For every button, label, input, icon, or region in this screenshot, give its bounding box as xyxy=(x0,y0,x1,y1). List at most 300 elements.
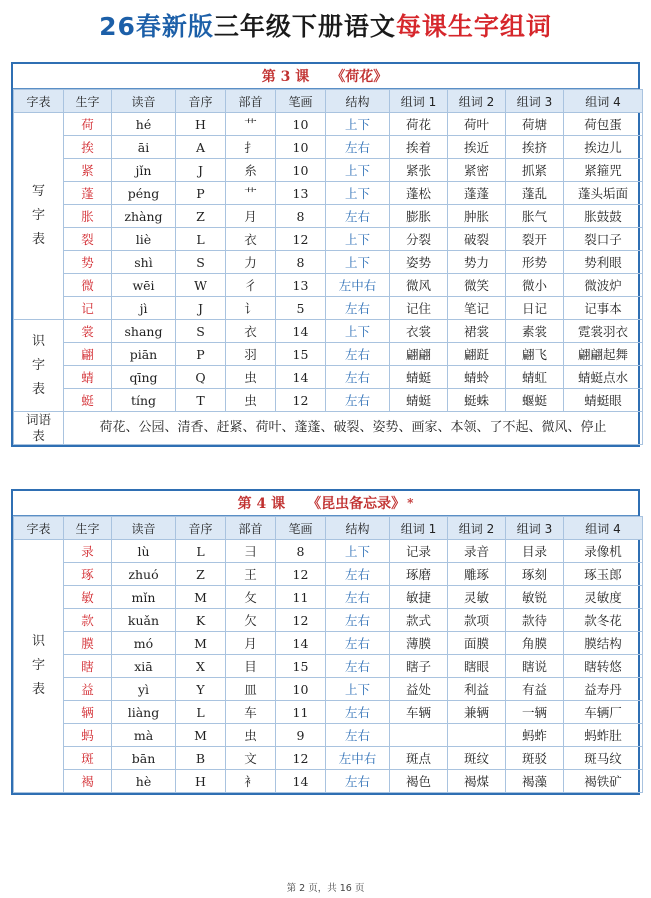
column-header: 部首 xyxy=(226,90,276,113)
cell-struct: 左右 xyxy=(326,389,390,412)
cell-radical: 月 xyxy=(226,632,276,655)
cell-initial: M xyxy=(176,724,226,747)
cell-strokes: 11 xyxy=(276,586,326,609)
cell-struct: 左右 xyxy=(326,136,390,159)
cell-word1: 益处 xyxy=(390,678,448,701)
cell-initial: L xyxy=(176,228,226,251)
cell-word2: 裙裳 xyxy=(448,320,506,343)
cell-word4: 翩翩起舞 xyxy=(564,343,643,366)
cell-word4: 势利眼 xyxy=(564,251,643,274)
cell-word1: 款式 xyxy=(390,609,448,632)
cell-strokes: 13 xyxy=(276,274,326,297)
cell-struct: 上下 xyxy=(326,113,390,136)
cell-char: 荷 xyxy=(64,113,112,136)
cell-pinyin: wēi xyxy=(112,274,176,297)
cell-struct: 左右 xyxy=(326,297,390,320)
cell-struct: 左右 xyxy=(326,701,390,724)
vocabulary-label-part: 词语 xyxy=(25,412,51,427)
cell-strokes: 10 xyxy=(276,678,326,701)
cell-pinyin: liàng xyxy=(112,701,176,724)
table-row xyxy=(14,389,643,412)
cell-word4: 荷包蛋 xyxy=(564,113,643,136)
cell-word3: 敏锐 xyxy=(506,586,564,609)
column-header: 笔画 xyxy=(276,90,326,113)
cell-radical: 虫 xyxy=(226,724,276,747)
group-label-char: 字 xyxy=(31,208,45,223)
cell-word4: 蓬头垢面 xyxy=(564,182,643,205)
cell-word3: 形势 xyxy=(506,251,564,274)
cell-initial: J xyxy=(176,297,226,320)
cell-word2: 笔记 xyxy=(448,297,506,320)
cell-char: 蜻 xyxy=(64,366,112,389)
cell-pinyin: mǐn xyxy=(112,586,176,609)
page-title-part1: 26春新版 xyxy=(99,12,214,41)
cell-struct: 上下 xyxy=(326,540,390,563)
group-label-char: 字 xyxy=(31,357,45,373)
table-row xyxy=(14,366,643,389)
cell-word4: 益寿丹 xyxy=(564,678,643,701)
table-row xyxy=(14,586,643,609)
cell-initial: K xyxy=(176,609,226,632)
cell-initial: W xyxy=(176,274,226,297)
column-header: 生字 xyxy=(64,90,112,113)
cell-strokes: 14 xyxy=(276,366,326,389)
cell-struct: 左右 xyxy=(326,563,390,586)
cell-word4: 胀鼓鼓 xyxy=(564,205,643,228)
cell-word2: 瞎眼 xyxy=(448,655,506,678)
group-label-char: 识 xyxy=(31,634,45,649)
vocabulary-label-part: 表 xyxy=(32,428,45,443)
column-header: 组词 3 xyxy=(506,517,564,540)
cell-pinyin: mó xyxy=(112,632,176,655)
cell-strokes: 12 xyxy=(276,389,326,412)
cell-word2: 挨近 xyxy=(448,136,506,159)
column-header: 组词 3 xyxy=(506,90,564,113)
cell-word2: 蓬蓬 xyxy=(448,182,506,205)
cell-strokes: 10 xyxy=(276,113,326,136)
cell-pinyin: yì xyxy=(112,678,176,701)
cell-char: 翩 xyxy=(64,343,112,366)
cell-word2: 斑纹 xyxy=(448,747,506,770)
cell-initial: L xyxy=(176,540,226,563)
lesson-title xyxy=(13,491,638,516)
cell-pinyin: xiā xyxy=(112,655,176,678)
cell-word2: 褐煤 xyxy=(448,770,506,793)
cell-radical: 艹 xyxy=(226,182,276,205)
cell-char: 瞎 xyxy=(64,655,112,678)
cell-word4: 记事本 xyxy=(564,297,643,320)
cell-word1: 翩翩 xyxy=(390,343,448,366)
cell-word4: 蜻蜓眼 xyxy=(564,389,643,412)
cell-initial: L xyxy=(176,701,226,724)
cell-word2 xyxy=(448,724,506,747)
cell-word2: 灵敏 xyxy=(448,586,506,609)
cell-word1: 敏捷 xyxy=(390,586,448,609)
cell-word3: 蓬乱 xyxy=(506,182,564,205)
cell-word2: 势力 xyxy=(448,251,506,274)
column-header: 组词 2 xyxy=(448,90,506,113)
group-label xyxy=(14,113,64,320)
lesson-name: 《昆虫备忘录》 xyxy=(307,496,406,512)
cell-struct: 左右 xyxy=(326,205,390,228)
cell-radical: 艹 xyxy=(226,113,276,136)
cell-pinyin: mà xyxy=(112,724,176,747)
cell-radical: 力 xyxy=(226,251,276,274)
cell-pinyin: lù xyxy=(112,540,176,563)
column-header: 组词 1 xyxy=(390,90,448,113)
cell-word4: 灵敏度 xyxy=(564,586,643,609)
cell-initial: M xyxy=(176,632,226,655)
column-header: 结构 xyxy=(326,517,390,540)
cell-word4: 车辆厂 xyxy=(564,701,643,724)
cell-word4: 斑马纹 xyxy=(564,747,643,770)
cell-char: 褐 xyxy=(64,770,112,793)
cell-word2: 雕琢 xyxy=(448,563,506,586)
cell-word1: 蓬松 xyxy=(390,182,448,205)
cell-radical: 彳 xyxy=(226,274,276,297)
cell-radical: 虫 xyxy=(226,366,276,389)
cell-word3: 斑驳 xyxy=(506,747,564,770)
cell-word3: 一辆 xyxy=(506,701,564,724)
cell-word3: 瞎说 xyxy=(506,655,564,678)
cell-word3: 胀气 xyxy=(506,205,564,228)
cell-word1: 微风 xyxy=(390,274,448,297)
cell-struct: 上下 xyxy=(326,678,390,701)
cell-radical: 羽 xyxy=(226,343,276,366)
cell-initial: H xyxy=(176,113,226,136)
cell-strokes: 14 xyxy=(276,632,326,655)
cell-char: 蚂 xyxy=(64,724,112,747)
column-header: 生字 xyxy=(64,517,112,540)
cell-word1: 挨着 xyxy=(390,136,448,159)
cell-word3: 款待 xyxy=(506,609,564,632)
cell-struct: 左右 xyxy=(326,655,390,678)
table-row xyxy=(14,632,643,655)
cell-strokes: 14 xyxy=(276,320,326,343)
cell-strokes: 12 xyxy=(276,609,326,632)
table-row xyxy=(14,205,643,228)
cell-word3: 角膜 xyxy=(506,632,564,655)
cell-struct: 左右 xyxy=(326,724,390,747)
page-title xyxy=(0,0,651,50)
cell-word1: 分裂 xyxy=(390,228,448,251)
cell-word1: 衣裳 xyxy=(390,320,448,343)
cell-struct: 上下 xyxy=(326,159,390,182)
cell-strokes: 8 xyxy=(276,251,326,274)
cell-struct: 上下 xyxy=(326,228,390,251)
cell-word1: 瞎子 xyxy=(390,655,448,678)
cell-word1: 褐色 xyxy=(390,770,448,793)
cell-strokes: 14 xyxy=(276,770,326,793)
table-row xyxy=(14,724,643,747)
cell-word2: 兼辆 xyxy=(448,701,506,724)
cell-char: 益 xyxy=(64,678,112,701)
column-header: 组词 4 xyxy=(564,517,643,540)
table-row xyxy=(14,563,643,586)
cell-word1: 琢磨 xyxy=(390,563,448,586)
cell-initial: S xyxy=(176,320,226,343)
cell-word4: 款冬花 xyxy=(564,609,643,632)
cell-word2: 微笑 xyxy=(448,274,506,297)
group-label-char: 写 xyxy=(31,184,45,199)
cell-strokes: 15 xyxy=(276,655,326,678)
cell-word2: 蜻蛉 xyxy=(448,366,506,389)
cell-initial: B xyxy=(176,747,226,770)
lesson-4-table xyxy=(11,489,640,795)
cell-struct: 左中右 xyxy=(326,747,390,770)
cell-pinyin: hé xyxy=(112,113,176,136)
cell-pinyin: péng xyxy=(112,182,176,205)
table-row xyxy=(14,228,643,251)
cell-word1: 车辆 xyxy=(390,701,448,724)
cell-word3: 抓紧 xyxy=(506,159,564,182)
cell-char: 蜓 xyxy=(64,389,112,412)
column-header: 组词 1 xyxy=(390,517,448,540)
cell-radical: 衣 xyxy=(226,320,276,343)
cell-char: 势 xyxy=(64,251,112,274)
cell-char: 辆 xyxy=(64,701,112,724)
cell-char: 斑 xyxy=(64,747,112,770)
cell-pinyin: bān xyxy=(112,747,176,770)
cell-word3: 蝘蜓 xyxy=(506,389,564,412)
cell-strokes: 12 xyxy=(276,228,326,251)
cell-word3: 目录 xyxy=(506,540,564,563)
cell-pinyin: tíng xyxy=(112,389,176,412)
cell-word4: 蚂蚱肚 xyxy=(564,724,643,747)
cell-word1: 荷花 xyxy=(390,113,448,136)
cell-struct: 左右 xyxy=(326,366,390,389)
cell-strokes: 11 xyxy=(276,701,326,724)
table-row xyxy=(14,136,643,159)
table-row xyxy=(14,274,643,297)
column-header: 音序 xyxy=(176,90,226,113)
group-label-char: 识 xyxy=(31,333,45,349)
cell-word1: 记录 xyxy=(390,540,448,563)
cell-char: 紧 xyxy=(64,159,112,182)
cell-strokes: 5 xyxy=(276,297,326,320)
cell-struct: 上下 xyxy=(326,320,390,343)
lesson-number: 第 3 课 xyxy=(261,69,310,85)
cell-word3: 日记 xyxy=(506,297,564,320)
cell-pinyin: qīng xyxy=(112,366,176,389)
table-row xyxy=(14,343,643,366)
cell-char: 裂 xyxy=(64,228,112,251)
table-row xyxy=(14,770,643,793)
table-row xyxy=(14,655,643,678)
table-row xyxy=(14,297,643,320)
cell-pinyin: zhuó xyxy=(112,563,176,586)
cell-char: 膜 xyxy=(64,632,112,655)
cell-word2: 翩跹 xyxy=(448,343,506,366)
cell-struct: 左右 xyxy=(326,343,390,366)
cell-word2: 紧密 xyxy=(448,159,506,182)
vocabulary-list: 荷花、公园、清香、赶紧、荷叶、蓬蓬、破裂、姿势、画家、本领、了不起、微风、停止 xyxy=(64,412,643,445)
group-label xyxy=(14,320,64,412)
lesson-title xyxy=(13,64,638,89)
cell-radical: 衤 xyxy=(226,770,276,793)
lesson-name: 《荷花》 xyxy=(331,69,388,85)
cell-radical: 月 xyxy=(226,205,276,228)
cell-char: 录 xyxy=(64,540,112,563)
cell-word1: 膨胀 xyxy=(390,205,448,228)
cell-word3: 裂开 xyxy=(506,228,564,251)
cell-strokes: 12 xyxy=(276,747,326,770)
cell-radical: 糸 xyxy=(226,159,276,182)
table-row xyxy=(14,159,643,182)
cell-struct: 上下 xyxy=(326,182,390,205)
group-label-char: 字 xyxy=(31,658,45,673)
column-header: 读音 xyxy=(112,90,176,113)
cell-word4: 褐铁矿 xyxy=(564,770,643,793)
cell-word1: 薄膜 xyxy=(390,632,448,655)
cell-word3: 蜻虹 xyxy=(506,366,564,389)
cell-strokes: 13 xyxy=(276,182,326,205)
column-header: 组词 4 xyxy=(564,90,643,113)
table-row xyxy=(14,609,643,632)
cell-struct: 左右 xyxy=(326,770,390,793)
cell-word3: 素裳 xyxy=(506,320,564,343)
cell-radical: 文 xyxy=(226,747,276,770)
cell-word1: 记住 xyxy=(390,297,448,320)
cell-word3: 有益 xyxy=(506,678,564,701)
cell-strokes: 8 xyxy=(276,205,326,228)
cell-word4: 膜结构 xyxy=(564,632,643,655)
cell-pinyin: piān xyxy=(112,343,176,366)
group-label-char: 表 xyxy=(31,232,45,247)
column-header: 读音 xyxy=(112,517,176,540)
cell-word4: 微波炉 xyxy=(564,274,643,297)
cell-word4: 霓裳羽衣 xyxy=(564,320,643,343)
cell-strokes: 10 xyxy=(276,136,326,159)
cell-pinyin: liè xyxy=(112,228,176,251)
cell-word4: 录像机 xyxy=(564,540,643,563)
lesson-3-table xyxy=(11,62,640,447)
cell-strokes: 10 xyxy=(276,159,326,182)
cell-word3: 翩飞 xyxy=(506,343,564,366)
cell-word3: 褐藻 xyxy=(506,770,564,793)
cell-word3: 荷塘 xyxy=(506,113,564,136)
cell-initial: H xyxy=(176,770,226,793)
cell-word1: 斑点 xyxy=(390,747,448,770)
cell-pinyin: shang xyxy=(112,320,176,343)
cell-initial: T xyxy=(176,389,226,412)
cell-char: 裳 xyxy=(64,320,112,343)
group-label-char: 表 xyxy=(31,381,45,397)
cell-pinyin: jì xyxy=(112,297,176,320)
page-footer: 第 2 页，共 16 页 xyxy=(286,883,365,894)
cell-pinyin: shì xyxy=(112,251,176,274)
cell-word2: 录音 xyxy=(448,540,506,563)
column-header: 部首 xyxy=(226,517,276,540)
cell-word4: 挨边儿 xyxy=(564,136,643,159)
cell-initial: P xyxy=(176,182,226,205)
cell-word3: 琢刻 xyxy=(506,563,564,586)
cell-word1: 蜻蜓 xyxy=(390,389,448,412)
table-row xyxy=(14,251,643,274)
cell-word2: 肿胀 xyxy=(448,205,506,228)
page-title-part2: 三年级下册语文 xyxy=(213,12,396,41)
cell-radical: 车 xyxy=(226,701,276,724)
cell-word2: 破裂 xyxy=(448,228,506,251)
table-row xyxy=(14,678,643,701)
cell-initial: J xyxy=(176,159,226,182)
cell-word3: 微小 xyxy=(506,274,564,297)
cell-word2: 面膜 xyxy=(448,632,506,655)
cell-radical: 彐 xyxy=(226,540,276,563)
cell-radical: 目 xyxy=(226,655,276,678)
cell-char: 敏 xyxy=(64,586,112,609)
cell-initial: Q xyxy=(176,366,226,389)
cell-char: 记 xyxy=(64,297,112,320)
cell-radical: 衣 xyxy=(226,228,276,251)
cell-word4: 蜻蜓点水 xyxy=(564,366,643,389)
cell-initial: M xyxy=(176,586,226,609)
column-header: 字表 xyxy=(14,517,64,540)
cell-word4: 瞎转悠 xyxy=(564,655,643,678)
cell-char: 挨 xyxy=(64,136,112,159)
cell-radical: 欠 xyxy=(226,609,276,632)
cell-initial: X xyxy=(176,655,226,678)
cell-initial: Z xyxy=(176,205,226,228)
cell-word4: 琢玉郎 xyxy=(564,563,643,586)
vocabulary-row xyxy=(14,412,643,445)
cell-pinyin: zhàng xyxy=(112,205,176,228)
table-row xyxy=(14,701,643,724)
cell-word2: 利益 xyxy=(448,678,506,701)
cell-word3: 挨挤 xyxy=(506,136,564,159)
cell-strokes: 9 xyxy=(276,724,326,747)
cell-pinyin: jǐn xyxy=(112,159,176,182)
cell-struct: 上下 xyxy=(326,251,390,274)
column-header: 笔画 xyxy=(276,517,326,540)
cell-initial: Y xyxy=(176,678,226,701)
cell-word1: 蜻蜓 xyxy=(390,366,448,389)
cell-word1: 姿势 xyxy=(390,251,448,274)
cell-word4: 裂口子 xyxy=(564,228,643,251)
cell-char: 胀 xyxy=(64,205,112,228)
character-table xyxy=(13,89,643,445)
cell-initial: Z xyxy=(176,563,226,586)
cell-radical: 王 xyxy=(226,563,276,586)
cell-word2: 款项 xyxy=(448,609,506,632)
column-header: 音序 xyxy=(176,517,226,540)
cell-struct: 左右 xyxy=(326,586,390,609)
cell-word4: 紧箍咒 xyxy=(564,159,643,182)
lesson-number: 第 4 课 xyxy=(237,496,286,512)
column-header: 字表 xyxy=(14,90,64,113)
group-label-char: 表 xyxy=(31,682,45,697)
cell-pinyin: kuǎn xyxy=(112,609,176,632)
page-title-part3: 每课生字组词 xyxy=(395,12,552,41)
cell-pinyin: āi xyxy=(112,136,176,159)
cell-char: 微 xyxy=(64,274,112,297)
column-header: 组词 2 xyxy=(448,517,506,540)
cell-char: 款 xyxy=(64,609,112,632)
cell-char: 琢 xyxy=(64,563,112,586)
cell-strokes: 15 xyxy=(276,343,326,366)
cell-radical: 攵 xyxy=(226,586,276,609)
cell-pinyin: hè xyxy=(112,770,176,793)
cell-initial: P xyxy=(176,343,226,366)
table-row xyxy=(14,182,643,205)
cell-word1: 紧张 xyxy=(390,159,448,182)
table-row xyxy=(14,113,643,136)
group-label xyxy=(14,540,64,793)
table-row xyxy=(14,320,643,343)
cell-radical: 皿 xyxy=(226,678,276,701)
cell-word1 xyxy=(390,724,448,747)
cell-strokes: 8 xyxy=(276,540,326,563)
